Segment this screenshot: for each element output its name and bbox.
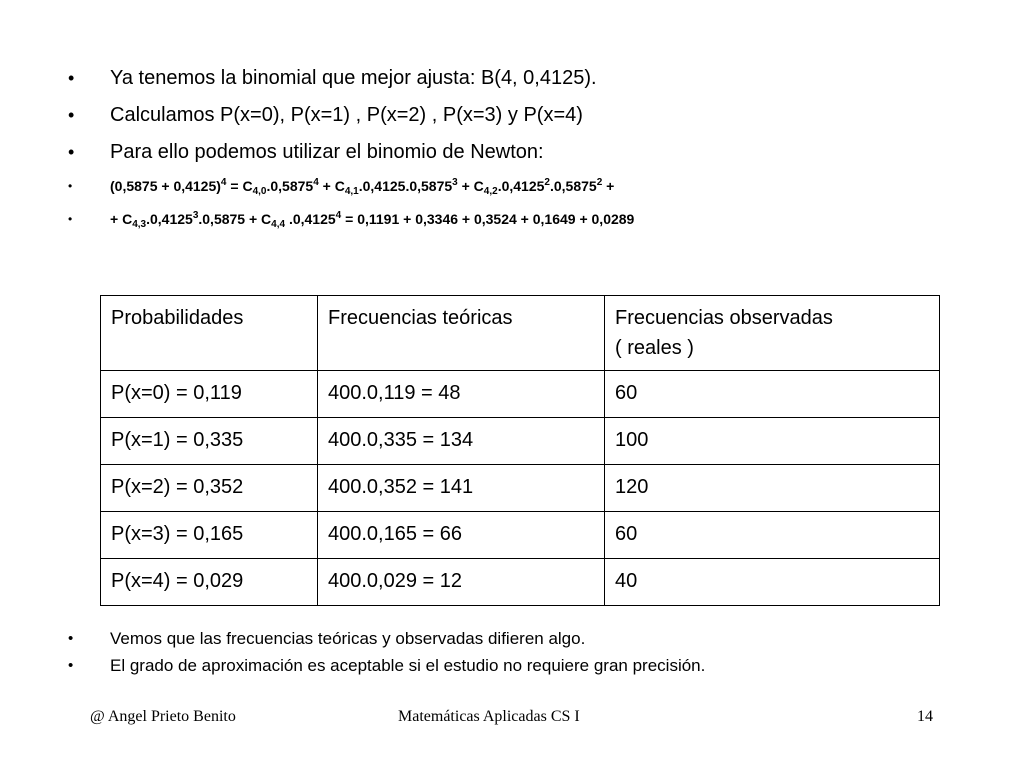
formula-text: .0,5875 + C [198, 211, 272, 227]
formula-subscript: 4,0 [252, 186, 267, 197]
formula-text: .0,4125.0,5875 [358, 178, 453, 194]
formula-text: = C [226, 178, 253, 194]
formula-line-2 [68, 210, 988, 243]
probability-cell: P(x=3) = 0,165 [101, 512, 318, 559]
footer-course-title: Matemáticas Aplicadas CS I [398, 708, 580, 725]
bullet-approximation-acceptable: • El grado de aproximación es aceptable si el estudio no requiere gran precisión. [68, 656, 988, 683]
table-row [101, 559, 940, 606]
theoretical-frequency-cell: 400.0,352 = 141 [318, 465, 605, 512]
conclusion-bullet-list [68, 629, 988, 683]
formula-subscript: 4,3 [132, 219, 147, 230]
header-frecuencias-observadas [605, 296, 940, 371]
formula-text: + C [110, 211, 133, 227]
formula-exponent: 2 [596, 177, 603, 188]
table-row [101, 418, 940, 465]
formula-text: .0,5875 [549, 178, 597, 194]
observed-frequency-cell: 40 [605, 559, 940, 606]
probability-cell: P(x=4) = 0,029 [101, 559, 318, 606]
formula-text: (0,5875 + 0,4125) [110, 178, 221, 194]
header-observadas-line2: ( reales ) [615, 337, 694, 359]
table-row [101, 371, 940, 418]
formula-exponent: 2 [544, 177, 550, 188]
formula-text: + C [457, 178, 484, 194]
header-probabilidades: Probabilidades [101, 296, 318, 371]
observed-frequency-cell: 60 [605, 371, 940, 418]
formula-exponent: 4 [313, 177, 319, 188]
theoretical-frequency-cell: 400.0,165 = 66 [318, 512, 605, 559]
probability-cell: P(x=2) = 0,352 [101, 465, 318, 512]
table-header-row [101, 296, 940, 371]
formula-exponent: 3 [192, 210, 199, 221]
header-observadas-line1: Frecuencias observadas [615, 307, 833, 329]
formula-exponent: 3 [452, 177, 458, 188]
formula-text: .0,5875 [266, 178, 314, 194]
formula-subscript: 4,1 [344, 186, 359, 197]
observed-frequency-cell: 120 [605, 465, 940, 512]
formula-exponent: 4 [335, 210, 342, 221]
formula-exponent: 4 [220, 177, 227, 188]
formula-text: .0,4125 [285, 211, 336, 227]
formula-result: = 0,1191 + 0,3346 + 0,3524 + 0,1649 + 0,0289 [341, 211, 635, 227]
theoretical-frequency-cell: 400.0,335 = 134 [318, 418, 605, 465]
theoretical-frequency-cell: 400.0,029 = 12 [318, 559, 605, 606]
observed-frequency-cell: 60 [605, 512, 940, 559]
footer-author: @ Angel Prieto Benito [90, 708, 236, 725]
table-row [101, 512, 940, 559]
formula-subscript: 4,2 [483, 186, 498, 197]
formula-line-1 [68, 177, 988, 210]
probability-cell: P(x=1) = 0,335 [101, 418, 318, 465]
intro-bullet-list [68, 66, 988, 243]
formula-text: .0,4125 [497, 178, 545, 194]
bullet-calculate-probabilities: • Calculamos P(x=0), P(x=1) , P(x=2) , P(x=3) y P(x=4) [68, 103, 988, 140]
frequency-table [100, 295, 940, 606]
formula-text: + [602, 178, 615, 194]
bullet-newton-binomial: • Para ello podemos utilizar el binomio de Newton: [68, 140, 988, 177]
header-frecuencias-teoricas: Frecuencias teóricas [318, 296, 605, 371]
formula-subscript: 4,4 [271, 219, 286, 230]
theoretical-frequency-cell: 400.0,119 = 48 [318, 371, 605, 418]
bullet-frequencies-differ: • Vemos que las frecuencias teóricas y observadas difieren algo. [68, 629, 988, 656]
footer-page-number: 14 [917, 708, 933, 725]
formula-text: + C [318, 178, 345, 194]
observed-frequency-cell: 100 [605, 418, 940, 465]
probability-cell: P(x=0) = 0,119 [101, 371, 318, 418]
bullet-binomial-fit: • Ya tenemos la binomial que mejor ajusta: B(4, 0,4125). [68, 66, 988, 103]
formula-text: .0,4125 [146, 211, 193, 227]
table-row [101, 465, 940, 512]
